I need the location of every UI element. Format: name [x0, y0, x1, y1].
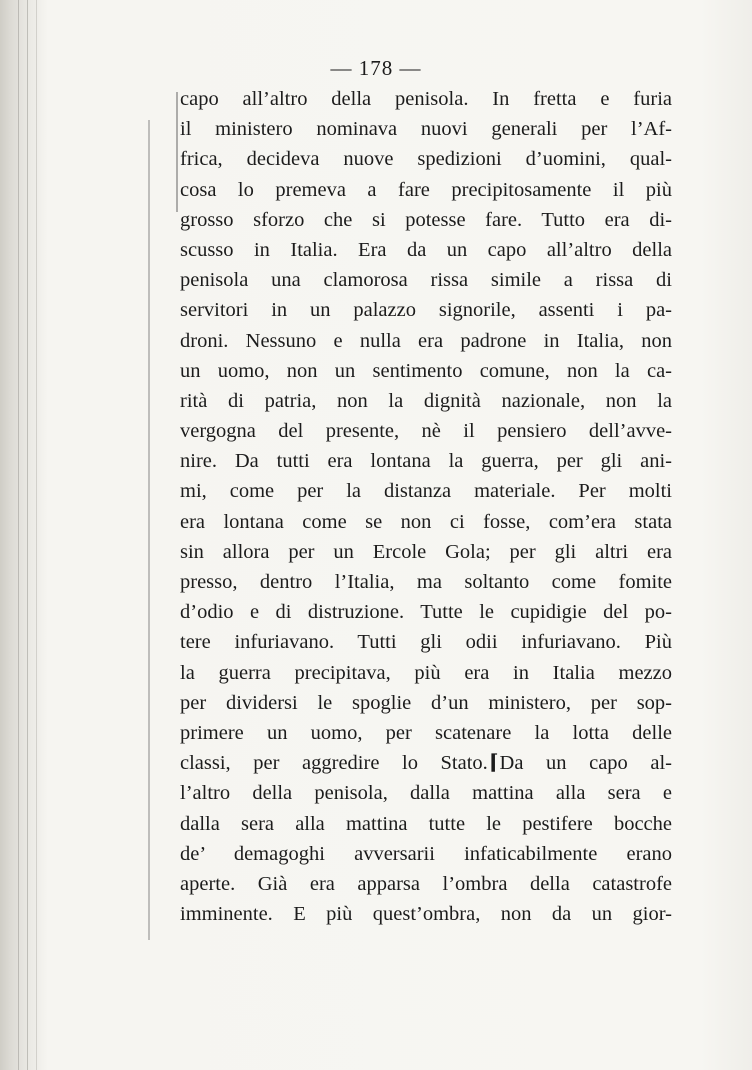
text-line: imminente. E più quest’ombra, non da un gior- — [180, 903, 672, 926]
text-line: aperte. Già era apparsa l’ombra della catastrofe — [180, 872, 672, 895]
text-line: un uomo, non un sentimento comune, non la ca- — [180, 359, 672, 382]
text-line-with-mark — [180, 748, 672, 778]
text-line: vergogna del presente, nè il pensiero dell’avve- — [180, 420, 672, 443]
binding-line — [18, 0, 19, 1070]
text-line: nire. Da tutti era lontana la guerra, per gli ani- — [180, 450, 672, 473]
text-line: de’ demagoghi avversarii infaticabilmente erano — [180, 842, 672, 865]
text-line: frica, decideva nuove spedizioni d’uomini, qual- — [180, 148, 672, 171]
text-line: penisola una clamorosa rissa simile a rissa di — [180, 269, 672, 292]
text-line: rità di patria, non la dignità nazionale, non la — [180, 389, 672, 412]
binding-line — [36, 0, 37, 1070]
text-line: servitori in un palazzo signorile, assenti i pa- — [180, 299, 672, 322]
text-segment: classi, per aggredire lo Stato. — [180, 752, 488, 775]
text-line: era lontana come se non ci fosse, com’era stata — [180, 510, 672, 533]
text-line: dalla sera alla mattina tutte le pestifere bocche — [180, 812, 672, 835]
text-line: droni. Nessuno e nulla era padrone in Italia, non — [180, 329, 672, 352]
text-line: il ministero nominava nuovi generali per l’Af- — [180, 118, 672, 141]
text-line: capo all’altro della penisola. In fretta e furia — [180, 88, 672, 110]
text-line: sin allora per un Ercole Gola; per gli altri era — [180, 540, 672, 563]
text-line: tere infuriavano. Tutti gli odii infuriavano. Più — [180, 631, 672, 654]
text-line: mi, come per la distanza materiale. Per molti — [180, 480, 672, 503]
body-text — [180, 84, 672, 929]
binding-shadow — [0, 0, 48, 1070]
margin-pencil-mark — [176, 92, 178, 212]
text-line: d’odio e di distruzione. Tutte le cupidigie del po- — [180, 601, 672, 624]
text-line: la guerra precipitava, più era in Italia mezzo — [180, 661, 672, 684]
text-segment: Da un capo al- — [499, 752, 672, 775]
margin-pencil-mark — [148, 120, 150, 940]
binding-line — [27, 0, 28, 1070]
text-line: per dividersi le spoglie d’un ministero, per sop- — [180, 691, 672, 714]
page-number: — 178 — — [330, 56, 422, 80]
text-line: scusso in Italia. Era da un capo all’altro della — [180, 238, 672, 261]
text-line: presso, dentro l’Italia, ma soltanto come fomite — [180, 571, 672, 593]
editorial-bracket-mark: ⌈ — [488, 752, 499, 775]
text-line: grosso sforzo che si potesse fare. Tutto era di- — [180, 208, 672, 231]
text-line: l’altro della penisola, dalla mattina alla sera e — [180, 782, 672, 805]
text-line: primere un uomo, per scatenare la lotta delle — [180, 721, 672, 744]
text-line: cosa lo premeva a fare precipitosamente il più — [180, 178, 672, 201]
